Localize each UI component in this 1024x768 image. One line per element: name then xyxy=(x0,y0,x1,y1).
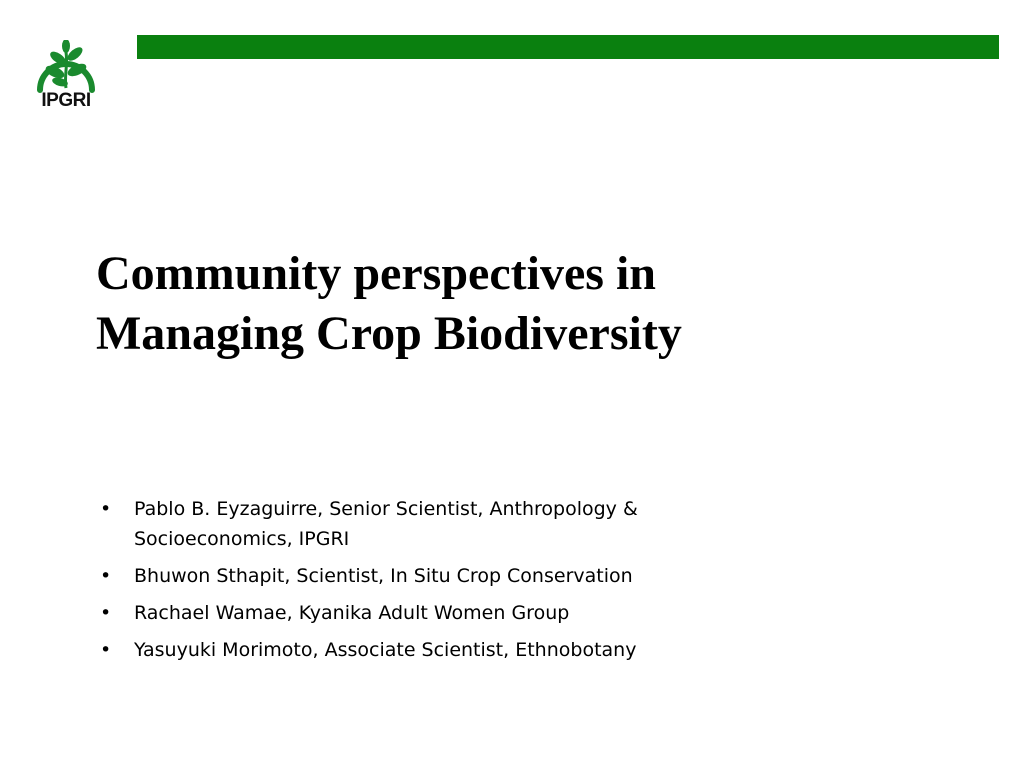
title-line-1: Community perspectives in xyxy=(96,247,656,300)
header-bar xyxy=(137,35,999,59)
title-line-2: Managing Crop Biodiversity xyxy=(96,307,682,360)
bullet-icon: • xyxy=(100,602,112,624)
bullet-icon: • xyxy=(100,639,112,661)
presenter-list xyxy=(96,494,796,672)
list-item-text: Bhuwon Sthapit, Scientist, In Situ Crop Conservation xyxy=(134,565,633,587)
list-item-line-2: Socioeconomics, IPGRI xyxy=(134,528,350,550)
bullet-icon: • xyxy=(100,565,112,587)
logo-text: IPGRI xyxy=(41,90,91,111)
slide-title xyxy=(96,244,976,364)
list-item xyxy=(96,598,796,628)
list-item-text: Yasuyuki Morimoto, Associate Scientist, Ethnobotany xyxy=(134,639,637,661)
list-item-line-1: Pablo B. Eyzaguirre, Senior Scientist, Anthropology & xyxy=(134,498,638,520)
list-item xyxy=(96,635,796,665)
bullet-icon: • xyxy=(100,498,112,520)
list-item-text: Rachael Wamae, Kyanika Adult Women Group xyxy=(134,602,570,624)
ipgri-logo xyxy=(30,40,102,114)
list-item xyxy=(96,494,796,554)
leaf-sprout-logo-icon xyxy=(30,40,102,94)
list-item xyxy=(96,561,796,591)
